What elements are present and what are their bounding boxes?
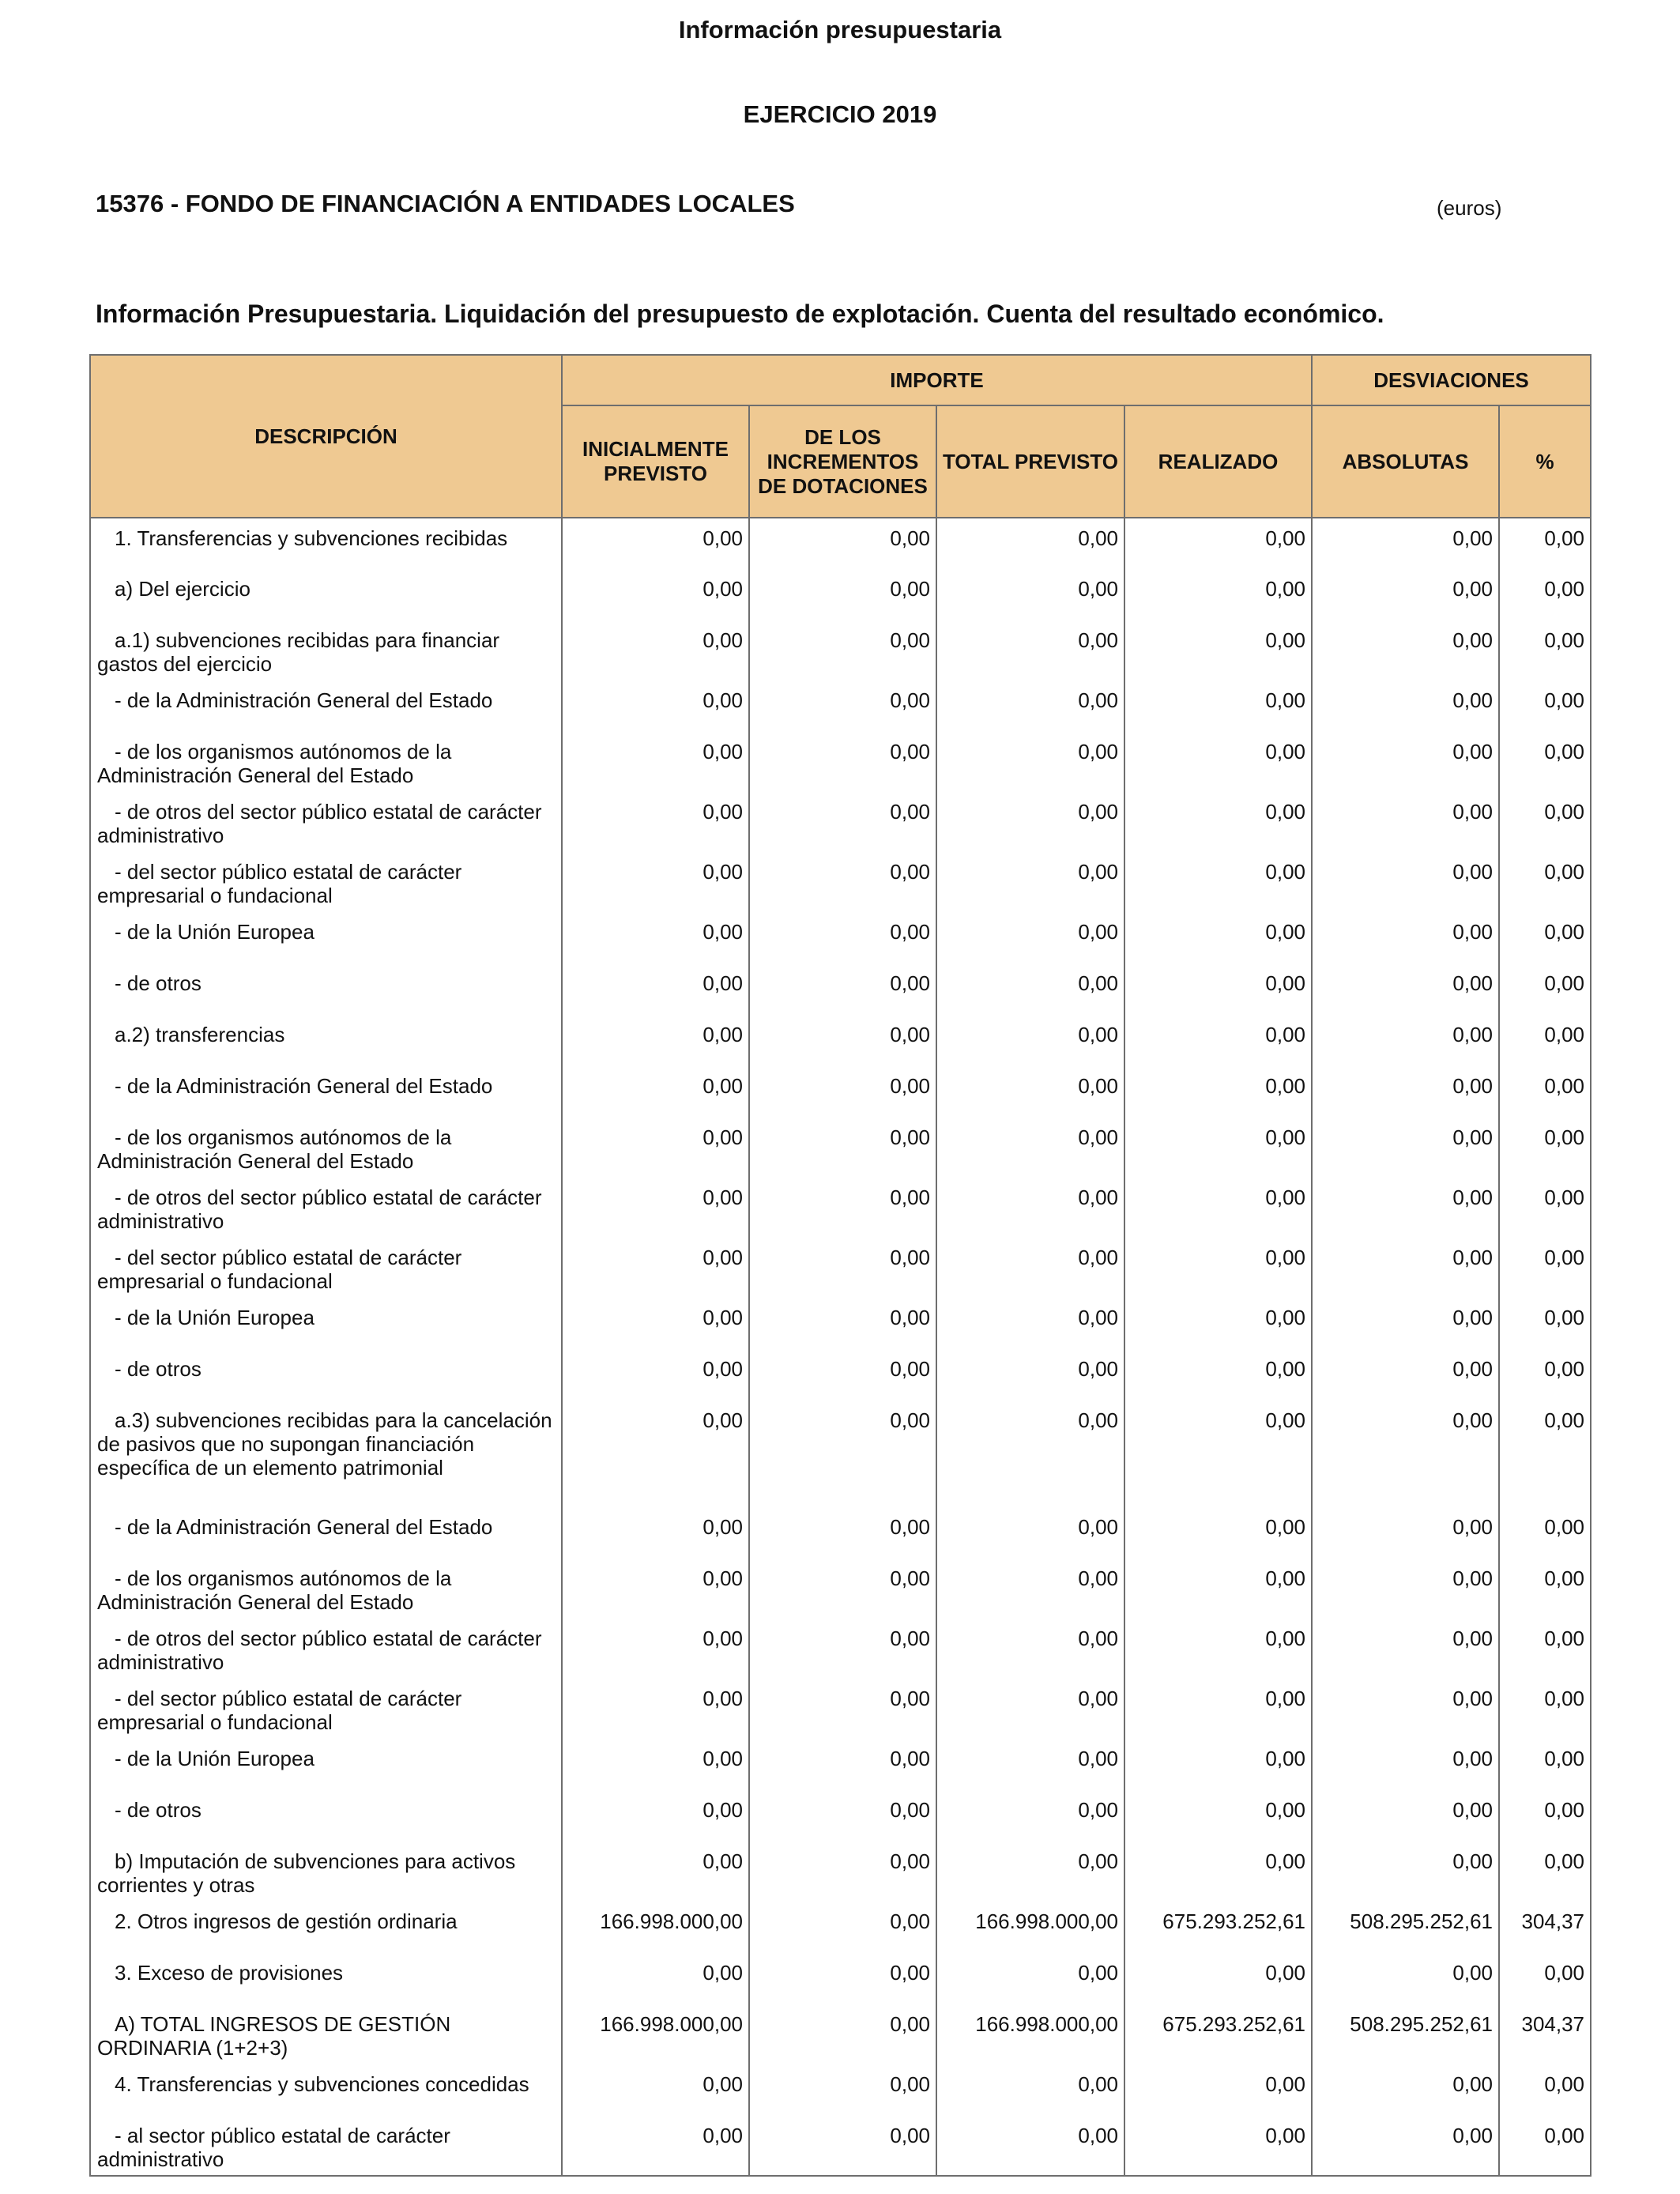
cell-desviacion-porcentaje: 0,00 xyxy=(1499,518,1591,569)
header-description: DESCRIPCIÓN xyxy=(90,355,562,518)
cell-total-previsto: 0,00 xyxy=(936,792,1124,852)
row-description: - de la Unión Europea xyxy=(90,912,562,963)
cell-desviacion-absoluta: 0,00 xyxy=(1312,852,1499,912)
cell-total-previsto: 0,00 xyxy=(936,1178,1124,1238)
cell-realizado: 0,00 xyxy=(1124,680,1312,732)
cell-inicialmente-previsto: 0,00 xyxy=(562,1298,749,1349)
cell-total-previsto: 166.998.000,00 xyxy=(936,2004,1124,2064)
cell-inicialmente-previsto: 0,00 xyxy=(562,1842,749,1902)
cell-inicialmente-previsto: 0,00 xyxy=(562,518,749,569)
row-description: 1. Transferencias y subvenciones recibidas xyxy=(90,518,562,569)
header-percent: % xyxy=(1499,405,1591,518)
cell-realizado: 0,00 xyxy=(1124,963,1312,1015)
header-realizado: REALIZADO xyxy=(1124,405,1312,518)
row-description: - de la Unión Europea xyxy=(90,1739,562,1790)
cell-inicialmente-previsto: 0,00 xyxy=(562,852,749,912)
cell-desviacion-porcentaje: 0,00 xyxy=(1499,1842,1591,1902)
cell-desviacion-absoluta: 0,00 xyxy=(1312,963,1499,1015)
cell-desviacion-absoluta: 0,00 xyxy=(1312,912,1499,963)
cell-desviacion-porcentaje: 0,00 xyxy=(1499,620,1591,680)
cell-inicialmente-previsto: 0,00 xyxy=(562,1507,749,1559)
cell-total-previsto: 0,00 xyxy=(936,569,1124,620)
cell-inicialmente-previsto: 0,00 xyxy=(562,1953,749,2004)
row-description: - del sector público estatal de carácter empresarial o fundacional xyxy=(90,852,562,912)
table-row xyxy=(90,1790,1591,1842)
table-row xyxy=(90,1066,1591,1118)
row-description: - del sector público estatal de carácter empresarial o fundacional xyxy=(90,1238,562,1298)
cell-incrementos-dotaciones: 0,00 xyxy=(749,2116,936,2176)
cell-desviacion-absoluta: 0,00 xyxy=(1312,620,1499,680)
cell-inicialmente-previsto: 0,00 xyxy=(562,1400,749,1507)
entity-heading: 15376 - FONDO DE FINANCIACIÓN A ENTIDADES LOCALES xyxy=(96,190,795,217)
cell-desviacion-porcentaje: 0,00 xyxy=(1499,680,1591,732)
table-row xyxy=(90,1298,1591,1349)
cell-realizado: 0,00 xyxy=(1124,732,1312,792)
table-row xyxy=(90,1178,1591,1238)
cell-inicialmente-previsto: 0,00 xyxy=(562,912,749,963)
cell-realizado: 0,00 xyxy=(1124,1178,1312,1238)
cell-realizado: 0,00 xyxy=(1124,1066,1312,1118)
cell-desviacion-absoluta: 0,00 xyxy=(1312,680,1499,732)
cell-inicialmente-previsto: 0,00 xyxy=(562,1739,749,1790)
table-row xyxy=(90,963,1591,1015)
cell-incrementos-dotaciones: 0,00 xyxy=(749,732,936,792)
cell-desviacion-porcentaje: 304,37 xyxy=(1499,2004,1591,2064)
cell-desviacion-absoluta: 0,00 xyxy=(1312,1118,1499,1178)
cell-total-previsto: 0,00 xyxy=(936,1015,1124,1066)
cell-incrementos-dotaciones: 0,00 xyxy=(749,912,936,963)
cell-total-previsto: 0,00 xyxy=(936,1349,1124,1400)
cell-desviacion-absoluta: 0,00 xyxy=(1312,1953,1499,2004)
cell-desviacion-porcentaje: 0,00 xyxy=(1499,1559,1591,1619)
cell-realizado: 0,00 xyxy=(1124,2064,1312,2116)
cell-desviacion-porcentaje: 0,00 xyxy=(1499,1953,1591,2004)
cell-incrementos-dotaciones: 0,00 xyxy=(749,1238,936,1298)
cell-total-previsto: 0,00 xyxy=(936,1118,1124,1178)
cell-realizado: 0,00 xyxy=(1124,1679,1312,1739)
cell-realizado: 0,00 xyxy=(1124,1619,1312,1679)
table-row xyxy=(90,2064,1591,2116)
header-incrementos-dotaciones: DE LOS INCREMENTOS DE DOTACIONES xyxy=(749,405,936,518)
table-row xyxy=(90,2116,1591,2176)
table-row xyxy=(90,792,1591,852)
cell-desviacion-absoluta: 0,00 xyxy=(1312,1559,1499,1619)
cell-realizado: 0,00 xyxy=(1124,852,1312,912)
table-row xyxy=(90,518,1591,569)
table-row xyxy=(90,680,1591,732)
cell-incrementos-dotaciones: 0,00 xyxy=(749,2064,936,2116)
cell-desviacion-porcentaje: 0,00 xyxy=(1499,1298,1591,1349)
row-description: a.1) subvenciones recibidas para financiar gastos del ejercicio xyxy=(90,620,562,680)
cell-total-previsto: 0,00 xyxy=(936,1679,1124,1739)
cell-desviacion-absoluta: 0,00 xyxy=(1312,1178,1499,1238)
cell-inicialmente-previsto: 0,00 xyxy=(562,1238,749,1298)
cell-realizado: 0,00 xyxy=(1124,2116,1312,2176)
cell-realizado: 0,00 xyxy=(1124,792,1312,852)
cell-desviacion-absoluta: 0,00 xyxy=(1312,1015,1499,1066)
cell-incrementos-dotaciones: 0,00 xyxy=(749,1178,936,1238)
cell-realizado: 0,00 xyxy=(1124,1842,1312,1902)
row-description: - al sector público estatal de carácter administrativo xyxy=(90,2116,562,2176)
row-description: - de otros xyxy=(90,963,562,1015)
cell-desviacion-porcentaje: 0,00 xyxy=(1499,1619,1591,1679)
cell-desviacion-absoluta: 0,00 xyxy=(1312,1349,1499,1400)
cell-total-previsto: 0,00 xyxy=(936,680,1124,732)
cell-inicialmente-previsto: 0,00 xyxy=(562,1559,749,1619)
row-description: - de otros xyxy=(90,1349,562,1400)
row-description: - de otros xyxy=(90,1790,562,1842)
cell-realizado: 0,00 xyxy=(1124,1790,1312,1842)
row-description: 3. Exceso de provisiones xyxy=(90,1953,562,2004)
table-body xyxy=(90,518,1591,2176)
cell-incrementos-dotaciones: 0,00 xyxy=(749,1953,936,2004)
cell-total-previsto: 0,00 xyxy=(936,620,1124,680)
table-header xyxy=(90,355,1591,518)
cell-desviacion-absoluta: 0,00 xyxy=(1312,1066,1499,1118)
cell-inicialmente-previsto: 0,00 xyxy=(562,569,749,620)
cell-desviacion-porcentaje: 304,37 xyxy=(1499,1902,1591,1953)
cell-total-previsto: 0,00 xyxy=(936,912,1124,963)
cell-desviacion-porcentaje: 0,00 xyxy=(1499,1015,1591,1066)
table-row xyxy=(90,569,1591,620)
cell-incrementos-dotaciones: 0,00 xyxy=(749,1507,936,1559)
cell-realizado: 0,00 xyxy=(1124,1559,1312,1619)
row-description: - de los organismos autónomos de la Administración General del Estado xyxy=(90,1118,562,1178)
table-row xyxy=(90,620,1591,680)
row-description: - de otros del sector público estatal de carácter administrativo xyxy=(90,1178,562,1238)
cell-total-previsto: 0,00 xyxy=(936,732,1124,792)
cell-realizado: 0,00 xyxy=(1124,1953,1312,2004)
row-description: 2. Otros ingresos de gestión ordinaria xyxy=(90,1902,562,1953)
cell-realizado: 0,00 xyxy=(1124,1739,1312,1790)
cell-inicialmente-previsto: 0,00 xyxy=(562,1679,749,1739)
cell-inicialmente-previsto: 0,00 xyxy=(562,1619,749,1679)
cell-incrementos-dotaciones: 0,00 xyxy=(749,792,936,852)
cell-incrementos-dotaciones: 0,00 xyxy=(749,1679,936,1739)
table-row xyxy=(90,1619,1591,1679)
document-title: Información presupuestaria xyxy=(678,16,1002,43)
cell-incrementos-dotaciones: 0,00 xyxy=(749,1842,936,1902)
cell-realizado: 0,00 xyxy=(1124,1400,1312,1507)
table-row xyxy=(90,1507,1591,1559)
table-row xyxy=(90,1015,1591,1066)
cell-desviacion-porcentaje: 0,00 xyxy=(1499,1790,1591,1842)
cell-realizado: 0,00 xyxy=(1124,569,1312,620)
cell-realizado: 0,00 xyxy=(1124,518,1312,569)
cell-desviacion-absoluta: 508.295.252,61 xyxy=(1312,2004,1499,2064)
cell-desviacion-porcentaje: 0,00 xyxy=(1499,2064,1591,2116)
cell-desviacion-absoluta: 0,00 xyxy=(1312,732,1499,792)
row-description: 4. Transferencias y subvenciones concedidas xyxy=(90,2064,562,2116)
cell-realizado: 0,00 xyxy=(1124,1507,1312,1559)
row-description: - de la Administración General del Estado xyxy=(90,1507,562,1559)
cell-inicialmente-previsto: 0,00 xyxy=(562,1178,749,1238)
header-total-previsto: TOTAL PREVISTO xyxy=(936,405,1124,518)
cell-inicialmente-previsto: 0,00 xyxy=(562,2116,749,2176)
cell-realizado: 0,00 xyxy=(1124,912,1312,963)
cell-desviacion-absoluta: 0,00 xyxy=(1312,1619,1499,1679)
cell-desviacion-absoluta: 0,00 xyxy=(1312,792,1499,852)
cell-realizado: 0,00 xyxy=(1124,1349,1312,1400)
cell-incrementos-dotaciones: 0,00 xyxy=(749,1902,936,1953)
cell-inicialmente-previsto: 0,00 xyxy=(562,963,749,1015)
cell-total-previsto: 0,00 xyxy=(936,518,1124,569)
cell-incrementos-dotaciones: 0,00 xyxy=(749,620,936,680)
cell-total-previsto: 0,00 xyxy=(936,1739,1124,1790)
table-row xyxy=(90,2004,1591,2064)
cell-total-previsto: 0,00 xyxy=(936,1066,1124,1118)
cell-total-previsto: 0,00 xyxy=(936,1619,1124,1679)
cell-inicialmente-previsto: 0,00 xyxy=(562,792,749,852)
currency-units: (euros) xyxy=(1437,196,1502,220)
cell-total-previsto: 0,00 xyxy=(936,1842,1124,1902)
cell-desviacion-absoluta: 0,00 xyxy=(1312,1790,1499,1842)
table-row xyxy=(90,852,1591,912)
header-inicialmente-previsto: INICIALMENTE PREVISTO xyxy=(562,405,749,518)
cell-inicialmente-previsto: 0,00 xyxy=(562,732,749,792)
row-description: a) Del ejercicio xyxy=(90,569,562,620)
cell-incrementos-dotaciones: 0,00 xyxy=(749,680,936,732)
header-absolutas: ABSOLUTAS xyxy=(1312,405,1499,518)
table-row xyxy=(90,1902,1591,1953)
cell-total-previsto: 0,00 xyxy=(936,963,1124,1015)
cell-desviacion-porcentaje: 0,00 xyxy=(1499,852,1591,912)
table-row xyxy=(90,912,1591,963)
cell-total-previsto: 0,00 xyxy=(936,1238,1124,1298)
row-description: - de la Administración General del Estado xyxy=(90,680,562,732)
cell-incrementos-dotaciones: 0,00 xyxy=(749,2004,936,2064)
table-row xyxy=(90,1842,1591,1902)
cell-desviacion-porcentaje: 0,00 xyxy=(1499,1679,1591,1739)
cell-desviacion-porcentaje: 0,00 xyxy=(1499,1238,1591,1298)
cell-total-previsto: 0,00 xyxy=(936,2064,1124,2116)
cell-total-previsto: 0,00 xyxy=(936,1507,1124,1559)
cell-realizado: 0,00 xyxy=(1124,1118,1312,1178)
row-description: A) TOTAL INGRESOS DE GESTIÓN ORDINARIA (1+2+3) xyxy=(90,2004,562,2064)
row-description: - de la Unión Europea xyxy=(90,1298,562,1349)
row-description: - de otros del sector público estatal de carácter administrativo xyxy=(90,1619,562,1679)
cell-desviacion-porcentaje: 0,00 xyxy=(1499,1066,1591,1118)
cell-desviacion-absoluta: 0,00 xyxy=(1312,1507,1499,1559)
cell-inicialmente-previsto: 166.998.000,00 xyxy=(562,2004,749,2064)
cell-realizado: 0,00 xyxy=(1124,1238,1312,1298)
cell-desviacion-absoluta: 0,00 xyxy=(1312,569,1499,620)
table-row xyxy=(90,732,1591,792)
cell-desviacion-absoluta: 0,00 xyxy=(1312,1400,1499,1507)
cell-desviacion-porcentaje: 0,00 xyxy=(1499,1118,1591,1178)
cell-desviacion-porcentaje: 0,00 xyxy=(1499,1400,1591,1507)
table-row xyxy=(90,1559,1591,1619)
cell-desviacion-porcentaje: 0,00 xyxy=(1499,912,1591,963)
cell-desviacion-porcentaje: 0,00 xyxy=(1499,569,1591,620)
budget-table xyxy=(89,354,1591,2177)
cell-inicialmente-previsto: 0,00 xyxy=(562,680,749,732)
cell-incrementos-dotaciones: 0,00 xyxy=(749,1066,936,1118)
cell-realizado: 675.293.252,61 xyxy=(1124,1902,1312,1953)
cell-incrementos-dotaciones: 0,00 xyxy=(749,1118,936,1178)
cell-total-previsto: 0,00 xyxy=(936,1953,1124,2004)
cell-total-previsto: 166.998.000,00 xyxy=(936,1902,1124,1953)
cell-incrementos-dotaciones: 0,00 xyxy=(749,1790,936,1842)
cell-desviacion-porcentaje: 0,00 xyxy=(1499,1349,1591,1400)
cell-realizado: 0,00 xyxy=(1124,1015,1312,1066)
section-heading: Información Presupuestaria. Liquidación del presupuesto de explotación. Cuenta del resultado económico. xyxy=(96,300,1384,328)
cell-total-previsto: 0,00 xyxy=(936,2116,1124,2176)
cell-total-previsto: 0,00 xyxy=(936,1559,1124,1619)
cell-inicialmente-previsto: 0,00 xyxy=(562,620,749,680)
fiscal-year-heading: EJERCICIO 2019 xyxy=(743,100,937,128)
cell-incrementos-dotaciones: 0,00 xyxy=(749,1739,936,1790)
cell-incrementos-dotaciones: 0,00 xyxy=(749,852,936,912)
table-row xyxy=(90,1739,1591,1790)
cell-desviacion-absoluta: 0,00 xyxy=(1312,1238,1499,1298)
cell-incrementos-dotaciones: 0,00 xyxy=(749,1015,936,1066)
table-row xyxy=(90,1118,1591,1178)
cell-incrementos-dotaciones: 0,00 xyxy=(749,1400,936,1507)
cell-inicialmente-previsto: 0,00 xyxy=(562,2064,749,2116)
row-description: - del sector público estatal de carácter empresarial o fundacional xyxy=(90,1679,562,1739)
row-description: a.2) transferencias xyxy=(90,1015,562,1066)
cell-desviacion-porcentaje: 0,00 xyxy=(1499,2116,1591,2176)
cell-incrementos-dotaciones: 0,00 xyxy=(749,1349,936,1400)
cell-incrementos-dotaciones: 0,00 xyxy=(749,1298,936,1349)
cell-desviacion-porcentaje: 0,00 xyxy=(1499,963,1591,1015)
cell-inicialmente-previsto: 0,00 xyxy=(562,1015,749,1066)
cell-desviacion-absoluta: 0,00 xyxy=(1312,1679,1499,1739)
cell-desviacion-absoluta: 0,00 xyxy=(1312,2064,1499,2116)
cell-incrementos-dotaciones: 0,00 xyxy=(749,518,936,569)
row-description: - de la Administración General del Estado xyxy=(90,1066,562,1118)
cell-desviacion-absoluta: 0,00 xyxy=(1312,2116,1499,2176)
table-row xyxy=(90,1953,1591,2004)
row-description: - de los organismos autónomos de la Administración General del Estado xyxy=(90,1559,562,1619)
header-desviaciones: DESVIACIONES xyxy=(1312,355,1591,405)
cell-realizado: 0,00 xyxy=(1124,620,1312,680)
table-row xyxy=(90,1238,1591,1298)
cell-total-previsto: 0,00 xyxy=(936,1790,1124,1842)
cell-desviacion-porcentaje: 0,00 xyxy=(1499,1507,1591,1559)
row-description: - de los organismos autónomos de la Administración General del Estado xyxy=(90,732,562,792)
cell-total-previsto: 0,00 xyxy=(936,1400,1124,1507)
cell-desviacion-porcentaje: 0,00 xyxy=(1499,1739,1591,1790)
cell-inicialmente-previsto: 0,00 xyxy=(562,1790,749,1842)
cell-desviacion-porcentaje: 0,00 xyxy=(1499,732,1591,792)
header-importe: IMPORTE xyxy=(562,355,1312,405)
row-description: a.3) subvenciones recibidas para la cancelación de pasivos que no supongan financiación específica de un elemento patrimonial xyxy=(90,1400,562,1507)
cell-incrementos-dotaciones: 0,00 xyxy=(749,1559,936,1619)
table-row xyxy=(90,1400,1591,1507)
table-row xyxy=(90,1349,1591,1400)
cell-desviacion-absoluta: 0,00 xyxy=(1312,1298,1499,1349)
cell-total-previsto: 0,00 xyxy=(936,1298,1124,1349)
cell-incrementos-dotaciones: 0,00 xyxy=(749,963,936,1015)
cell-realizado: 0,00 xyxy=(1124,1298,1312,1349)
cell-desviacion-porcentaje: 0,00 xyxy=(1499,792,1591,852)
cell-desviacion-porcentaje: 0,00 xyxy=(1499,1178,1591,1238)
cell-realizado: 675.293.252,61 xyxy=(1124,2004,1312,2064)
cell-inicialmente-previsto: 0,00 xyxy=(562,1349,749,1400)
cell-desviacion-absoluta: 0,00 xyxy=(1312,1842,1499,1902)
cell-desviacion-absoluta: 508.295.252,61 xyxy=(1312,1902,1499,1953)
cell-inicialmente-previsto: 166.998.000,00 xyxy=(562,1902,749,1953)
row-description: - de otros del sector público estatal de carácter administrativo xyxy=(90,792,562,852)
cell-incrementos-dotaciones: 0,00 xyxy=(749,569,936,620)
cell-incrementos-dotaciones: 0,00 xyxy=(749,1619,936,1679)
cell-inicialmente-previsto: 0,00 xyxy=(562,1066,749,1118)
cell-desviacion-absoluta: 0,00 xyxy=(1312,518,1499,569)
cell-total-previsto: 0,00 xyxy=(936,852,1124,912)
cell-desviacion-absoluta: 0,00 xyxy=(1312,1739,1499,1790)
table-row xyxy=(90,1679,1591,1739)
cell-inicialmente-previsto: 0,00 xyxy=(562,1118,749,1178)
row-description: b) Imputación de subvenciones para activos corrientes y otras xyxy=(90,1842,562,1902)
